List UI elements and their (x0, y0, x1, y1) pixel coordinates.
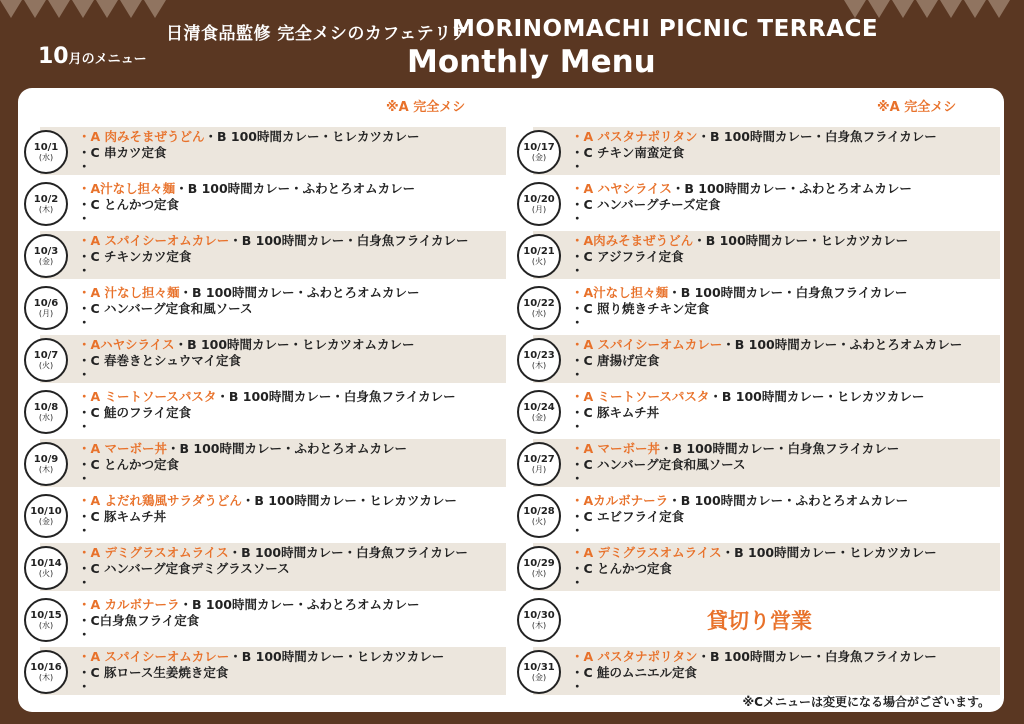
menu-b-item: ・B 100時間カレー・ふわとろオムカレー (668, 493, 909, 508)
menu-a-item: ・A よだれ鶏風サラダうどん (78, 493, 242, 508)
month-label (38, 44, 147, 69)
menu-b-item: ・B 100時間カレー・白身魚フライカレー (228, 545, 468, 560)
bullet-dot: ・ (78, 367, 91, 382)
menu-lines (78, 649, 506, 693)
date-badge (517, 442, 561, 486)
menu-b-item: ・B 100時間カレー・ふわとろオムカレー (167, 441, 408, 456)
menu-a-item: ・A ハヤシライス (571, 181, 672, 196)
legend-right: ※A 完全メシ (877, 100, 957, 115)
menu-lines (571, 389, 1000, 433)
menu-line-ab (78, 129, 506, 145)
menu-lines (78, 545, 506, 589)
bullet-dot: ・ (571, 211, 584, 226)
weekday-label: (月) (38, 309, 54, 318)
menu-c-item: ・C 鮭のフライ定食 (78, 405, 192, 420)
menu-a-item: ・A パスタナポリタン (571, 649, 698, 664)
menu-c-item: ・C ハンバーグチーズ定食 (571, 197, 721, 212)
menu-line-ab (78, 649, 506, 665)
menu-a-item: ・Aハヤシライス (78, 337, 175, 352)
date-label: 10/1 (33, 142, 59, 153)
menu-b-item: ・B 100時間カレー・白身魚フライカレー (229, 233, 469, 248)
menu-line-ab (571, 337, 1000, 353)
menu-c-item: ・C ハンバーグ定食和風ソース (78, 301, 253, 316)
weekday-label: (水) (531, 309, 547, 318)
menu-c-item: ・C チキン南蛮定食 (571, 145, 685, 160)
menu-lines (571, 493, 1000, 537)
menu-lines (571, 441, 1000, 485)
menu-line-ab (571, 285, 1000, 301)
menu-a-item: ・Aカルボナーラ (571, 493, 669, 508)
bullet-dot: ・ (571, 419, 584, 434)
menu-c-item: ・C アジフライ定食 (571, 249, 684, 264)
menu-a-item: ・A パスタナポリタン (571, 129, 698, 144)
menu-line-ab (571, 441, 1000, 457)
menu-b-item: ・B 100時間カレー・ヒレカツカレー (204, 129, 420, 144)
menu-lines (78, 337, 506, 381)
menu-b-item: ・B 100時間カレー・白身魚フライカレー (697, 129, 937, 144)
date-badge (24, 182, 68, 226)
date-badge (24, 494, 68, 538)
date-label: 10/15 (30, 610, 62, 621)
date-badge (24, 390, 68, 434)
menu-c-item: ・C とんかつ定食 (571, 561, 673, 576)
date-label: 10/22 (523, 298, 555, 309)
menu-b-item: ・B 100時間カレー・ヒレカツカレー (693, 233, 909, 248)
legend-left: ※A 完全メシ (386, 100, 466, 115)
date-label: 10/27 (523, 454, 555, 465)
menu-lines (78, 181, 506, 225)
menu-c-item: ・C 唐揚げ定食 (571, 353, 660, 368)
menu-c-item: ・C とんかつ定食 (78, 457, 180, 472)
menu-c-item: ・C 鮭のムニエル定食 (571, 665, 698, 680)
menu-column-right (517, 125, 1000, 697)
weekday-label: (水) (38, 153, 54, 162)
weekday-label: (火) (531, 517, 547, 526)
weekday-label: (木) (531, 621, 547, 630)
date-badge (24, 546, 68, 590)
menu-lines (78, 129, 506, 173)
menu-a-item: ・A マーボー丼 (78, 441, 168, 456)
menu-line-ab (571, 389, 1000, 405)
date-badge (24, 234, 68, 278)
date-label: 10/21 (523, 246, 555, 257)
menu-row (517, 385, 1000, 437)
cafeteria-subtitle: 日清食品監修 完全メシのカフェテリア (166, 24, 470, 44)
menu-c-item: ・C 豚キムチ丼 (571, 405, 660, 420)
date-badge (24, 442, 68, 486)
date-label: 10/20 (523, 194, 555, 205)
bullet-dot: ・ (571, 159, 584, 174)
date-label: 10/17 (523, 142, 555, 153)
weekday-label: (水) (38, 621, 54, 630)
menu-b-item: ・B 100時間カレー・白身魚フライカレー (216, 389, 456, 404)
menu-lines (571, 181, 1000, 225)
menu-row (517, 177, 1000, 229)
menu-b-item: ・B 100時間カレー・白身魚フライカレー (660, 441, 900, 456)
weekday-label: (月) (531, 205, 547, 214)
menu-b-item: ・B 100時間カレー・ふわとろオムカレー (722, 337, 963, 352)
menu-a-item: ・A スパイシーオムカレー (78, 233, 230, 248)
weekday-label: (金) (38, 517, 54, 526)
menu-b-item: ・B 100時間カレー・白身魚フライカレー (697, 649, 937, 664)
bullet-dot: ・ (78, 575, 91, 590)
menu-line-ab (78, 181, 506, 197)
menu-lines (571, 337, 1000, 381)
menu-line-ab (78, 285, 506, 301)
bullet-dot: ・ (571, 263, 584, 278)
menu-row (24, 489, 506, 541)
date-label: 10/31 (523, 662, 555, 673)
date-badge (24, 286, 68, 330)
bullet-dot: ・ (78, 263, 91, 278)
closed-notice: 貸切り営業 (707, 609, 812, 633)
menu-line-ab (571, 181, 1000, 197)
date-label: 10/28 (523, 506, 555, 517)
date-label: 10/9 (33, 454, 59, 465)
menu-a-item: ・A汁なし担々麺 (571, 285, 669, 300)
menu-c-item: ・C チキンカツ定食 (78, 249, 192, 264)
date-badge (517, 234, 561, 278)
menu-row (517, 333, 1000, 385)
weekday-label: (木) (531, 361, 547, 370)
weekday-label: (木) (38, 465, 54, 474)
bullet-dot: ・ (571, 315, 584, 330)
date-label: 10/16 (30, 662, 62, 673)
date-badge (24, 598, 68, 642)
menu-line-ab (571, 233, 1000, 249)
bullet-dot: ・ (571, 679, 584, 694)
date-badge (24, 338, 68, 382)
date-badge (517, 390, 561, 434)
menu-b-item: ・B 100時間カレー・ヒレカツカレー (241, 493, 457, 508)
bullet-dot: ・ (78, 211, 91, 226)
weekday-label: (水) (531, 569, 547, 578)
menu-c-item: ・C 豚ロース生姜焼き定食 (78, 665, 229, 680)
weekday-label: (月) (531, 465, 547, 474)
bullet-dot: ・ (78, 419, 91, 434)
menu-lines (571, 233, 1000, 277)
menu-row (24, 125, 506, 177)
menu-a-item: ・A デミグラスオムライス (78, 545, 229, 560)
menu-b-item: ・B 100時間カレー・ヒレカツカレー (721, 545, 937, 560)
menu-line-ab (78, 233, 506, 249)
menu-a-item: ・A デミグラスオムライス (571, 545, 722, 560)
month-text: 月のメニュー (68, 52, 147, 67)
date-badge (517, 598, 561, 642)
weekday-label: (水) (38, 413, 54, 422)
menu-column-left (24, 125, 506, 697)
menu-lines (571, 129, 1000, 173)
menu-lines (571, 545, 1000, 589)
date-badge (24, 130, 68, 174)
menu-a-item: ・A ミートソースパスタ (571, 389, 710, 404)
menu-a-item: ・A 汁なし担々麺 (78, 285, 180, 300)
menu-row (24, 229, 506, 281)
menu-row (517, 489, 1000, 541)
brand-name: MORINOMACHI PICNIC TERRACE (452, 16, 879, 42)
bullet-dot: ・ (571, 575, 584, 590)
menu-line-ab (571, 493, 1000, 509)
date-badge (517, 286, 561, 330)
menu-lines (78, 233, 506, 277)
bullet-dot: ・ (78, 315, 91, 330)
menu-row (24, 541, 506, 593)
menu-line-ab (78, 597, 506, 613)
menu-c-item: ・C 春巻きとシュウマイ定食 (78, 353, 242, 368)
date-badge (24, 650, 68, 694)
menu-row (24, 645, 506, 697)
menu-row (24, 385, 506, 437)
menu-lines (571, 285, 1000, 329)
menu-line-ab (78, 441, 506, 457)
menu-lines (571, 649, 1000, 693)
date-badge (517, 546, 561, 590)
date-label: 10/3 (33, 246, 59, 257)
menu-b-item: ・B 100時間カレー・ヒレカツカレー (709, 389, 925, 404)
date-label: 10/30 (523, 610, 555, 621)
menu-c-item: ・C ハンバーグ定食デミグラスソース (78, 561, 290, 576)
weekday-label: (木) (38, 205, 54, 214)
menu-b-item: ・B 100時間カレー・ヒレカツオムカレー (174, 337, 415, 352)
menu-row (517, 437, 1000, 489)
bullet-dot: ・ (78, 471, 91, 486)
date-label: 10/23 (523, 350, 555, 361)
bullet-dot: ・ (78, 159, 91, 174)
menu-lines (78, 597, 506, 641)
menu-row (517, 281, 1000, 333)
menu-c-item: ・C エビフライ定食 (571, 509, 685, 524)
menu-lines (78, 285, 506, 329)
menu-b-item: ・B 100時間カレー・ふわとろオムカレー (671, 181, 912, 196)
menu-row (517, 593, 1000, 645)
menu-row (517, 541, 1000, 593)
date-badge (517, 338, 561, 382)
page-title: Monthly Menu (407, 44, 656, 80)
menu-lines (78, 493, 506, 537)
menu-line-ab (571, 649, 1000, 665)
menu-line-ab (78, 389, 506, 405)
menu-a-item: ・A マーボー丼 (571, 441, 661, 456)
menu-lines (78, 389, 506, 433)
menu-row (517, 125, 1000, 177)
weekday-label: (木) (38, 673, 54, 682)
date-label: 10/2 (33, 194, 59, 205)
footnote: ※Cメニューは変更になる場合がございます。 (742, 695, 990, 709)
date-label: 10/7 (33, 350, 59, 361)
bullet-dot: ・ (571, 523, 584, 538)
date-label: 10/14 (30, 558, 62, 569)
bullet-dot: ・ (78, 627, 91, 642)
menu-c-item: ・C とんかつ定食 (78, 197, 180, 212)
weekday-label: (金) (531, 153, 547, 162)
menu-c-item: ・C 串カツ定食 (78, 145, 167, 160)
weekday-label: (火) (38, 569, 54, 578)
menu-a-item: ・A 肉みそまぜうどん (78, 129, 205, 144)
menu-c-item: ・C白身魚フライ定食 (78, 613, 200, 628)
menu-b-item: ・B 100時間カレー・ふわとろオムカレー (179, 597, 420, 612)
menu-lines (78, 441, 506, 485)
weekday-label: (金) (531, 413, 547, 422)
weekday-label: (火) (38, 361, 54, 370)
menu-b-item: ・B 100時間カレー・ふわとろオムカレー (175, 181, 416, 196)
menu-b-item: ・B 100時間カレー・ヒレカツカレー (229, 649, 445, 664)
month-number: 10 (38, 44, 69, 69)
menu-a-item: ・A ミートソースパスタ (78, 389, 217, 404)
menu-c-item: ・C ハンバーグ定食和風ソース (571, 457, 746, 472)
menu-a-item: ・A カルボナーラ (78, 597, 180, 612)
date-badge (517, 182, 561, 226)
menu-line-ab (78, 545, 506, 561)
menu-line-ab (571, 545, 1000, 561)
menu-b-item: ・B 100時間カレー・ふわとろオムカレー (179, 285, 420, 300)
bullet-dot: ・ (78, 679, 91, 694)
date-label: 10/8 (33, 402, 59, 413)
menu-row (24, 333, 506, 385)
weekday-label: (火) (531, 257, 547, 266)
bullet-dot: ・ (78, 523, 91, 538)
menu-a-item: ・A スパイシーオムカレー (78, 649, 230, 664)
menu-row (517, 229, 1000, 281)
header (0, 0, 1024, 88)
menu-line-ab (571, 129, 1000, 145)
menu-row (517, 645, 1000, 697)
date-badge (517, 130, 561, 174)
menu-row (24, 281, 506, 333)
weekday-label: (金) (531, 673, 547, 682)
menu-a-item: ・A肉みそまぜうどん (571, 233, 694, 248)
bullet-dot: ・ (571, 471, 584, 486)
menu-b-item: ・B 100時間カレー・白身魚フライカレー (668, 285, 908, 300)
menu-row (24, 437, 506, 489)
bullet-dot: ・ (571, 367, 584, 382)
menu-line-ab (78, 337, 506, 353)
date-label: 10/29 (523, 558, 555, 569)
menu-a-item: ・A スパイシーオムカレー (571, 337, 723, 352)
menu-line-ab (78, 493, 506, 509)
date-label: 10/10 (30, 506, 62, 517)
date-badge (517, 494, 561, 538)
date-label: 10/6 (33, 298, 59, 309)
menu-row (24, 593, 506, 645)
date-badge (517, 650, 561, 694)
menu-row (24, 177, 506, 229)
weekday-label: (金) (38, 257, 54, 266)
date-label: 10/24 (523, 402, 555, 413)
menu-a-item: ・A汁なし担々麺 (78, 181, 176, 196)
menu-c-item: ・C 照り焼きチキン定食 (571, 301, 710, 316)
menu-c-item: ・C 豚キムチ丼 (78, 509, 167, 524)
